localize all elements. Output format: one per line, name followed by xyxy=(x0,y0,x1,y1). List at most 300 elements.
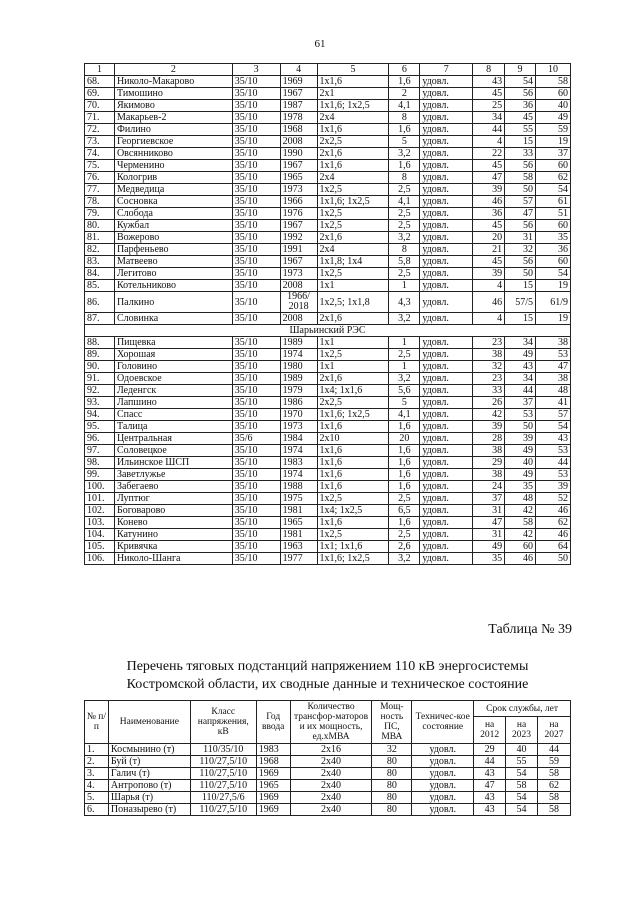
table-cell: 1970 xyxy=(280,409,317,421)
table-cell: удовл. xyxy=(420,280,473,292)
table-cell: 81. xyxy=(85,232,115,244)
table-cell: удовл. xyxy=(420,373,473,385)
table-cell: Луптюг xyxy=(114,493,232,505)
table-cell: Слобода xyxy=(114,208,232,220)
table-cell: 1x1,6; 1x2,5 xyxy=(317,196,389,208)
table-cell: 1,6 xyxy=(389,517,420,529)
header-cell: 8 xyxy=(473,64,505,76)
section-label: Шарьинский РЭС xyxy=(85,325,571,337)
table-cell: 44 xyxy=(474,756,506,768)
table-cell: 58 xyxy=(506,780,538,792)
table-cell: удовл. xyxy=(420,220,473,232)
table-cell: Медведица xyxy=(114,184,232,196)
table-cell: 39 xyxy=(473,184,505,196)
table-cell: 1x2,5 xyxy=(317,268,389,280)
table-cell: 70. xyxy=(85,100,115,112)
table-cell: 33 xyxy=(505,148,536,160)
table-cell: удовл. xyxy=(420,268,473,280)
table-cell: 4 xyxy=(473,280,505,292)
table-cell: 1,6 xyxy=(389,160,420,172)
table-cell: 110/27,5/10 xyxy=(190,780,256,792)
table-cell: 105. xyxy=(85,541,115,553)
table-cell: 35/10 xyxy=(232,100,280,112)
table-cell: 35 xyxy=(473,553,505,565)
header-cell: 7 xyxy=(420,64,473,76)
table-cell: 2x16 xyxy=(290,744,372,756)
table-cell: Филино xyxy=(114,124,232,136)
table-cell: 57 xyxy=(505,196,536,208)
table-row xyxy=(85,457,571,469)
table-cell: 60 xyxy=(505,541,536,553)
year-part: 1966/ xyxy=(287,291,310,302)
table-cell: 43 xyxy=(536,433,571,445)
table-cell: 3,2 xyxy=(389,148,420,160)
table-cell: удовл. xyxy=(420,409,473,421)
table-cell: 1967 xyxy=(280,256,317,268)
table-header-row xyxy=(85,64,571,76)
table-cell: 1973 xyxy=(280,268,317,280)
table-row xyxy=(85,481,571,493)
header-cell: 1 xyxy=(85,64,115,76)
table-row xyxy=(85,421,571,433)
table-cell: 57/5 xyxy=(505,292,536,313)
header-cell: 4 xyxy=(280,64,317,76)
table-cell: 8 xyxy=(389,244,420,256)
table-cell: 54 xyxy=(506,792,538,804)
table-cell: 50 xyxy=(505,268,536,280)
table-cell: 58 xyxy=(505,517,536,529)
table-cell: 2x1,6 xyxy=(317,373,389,385)
table-cell: 69. xyxy=(85,88,115,100)
table-cell: 1968 xyxy=(280,124,317,136)
table-cell: 35/10 xyxy=(232,505,280,517)
table-cell: 35/10 xyxy=(232,469,280,481)
table-cell: 37 xyxy=(536,148,571,160)
table-row xyxy=(85,268,571,280)
table-cell: 4,1 xyxy=(389,100,420,112)
page-number: 61 xyxy=(314,38,326,50)
table-cell: 1969 xyxy=(256,768,290,780)
table-cell: 1x1,6 xyxy=(317,457,389,469)
table-cell: 60 xyxy=(536,220,571,232)
traction-substations-table xyxy=(84,700,571,816)
table-row xyxy=(85,220,571,232)
table-cell: 35/10 xyxy=(232,385,280,397)
table-cell: удовл. xyxy=(412,792,474,804)
table-cell: удовл. xyxy=(420,493,473,505)
table-cell: 2x4 xyxy=(317,112,389,124)
table-cell: 33 xyxy=(473,385,505,397)
table-cell: 35/10 xyxy=(232,541,280,553)
table-cell: 47 xyxy=(474,780,506,792)
table-cell: 35/10 xyxy=(232,244,280,256)
table-cell: удовл. xyxy=(420,112,473,124)
table-cell: 1986 xyxy=(280,397,317,409)
table-cell: 5,6 xyxy=(389,385,420,397)
table-cell: 2x40 xyxy=(290,756,372,768)
table-cell: 58 xyxy=(538,768,571,780)
table-cell: 106. xyxy=(85,553,115,565)
table-cell: 2x40 xyxy=(290,768,372,780)
table-row xyxy=(85,208,571,220)
table-cell: Головино xyxy=(114,361,232,373)
table-row xyxy=(85,337,571,349)
table-cell: Катунино xyxy=(114,529,232,541)
table-cell: 28 xyxy=(473,433,505,445)
table-cell: Антропово (т) xyxy=(108,780,190,792)
table-cell: 6. xyxy=(85,804,109,816)
table-cell: 103. xyxy=(85,517,115,529)
table-row xyxy=(85,76,571,88)
table-cell: 98. xyxy=(85,457,115,469)
table-cell: 1x2,5 xyxy=(317,349,389,361)
table-cell: 29 xyxy=(474,744,506,756)
table-cell: 40 xyxy=(536,100,571,112)
table-cell: 34 xyxy=(505,373,536,385)
table-cell: удовл. xyxy=(412,768,474,780)
table-cell: 110/27,5/10 xyxy=(190,768,256,780)
table-cell: Одоевское xyxy=(114,373,232,385)
table-cell: 1965 xyxy=(256,780,290,792)
header-cell: 3 xyxy=(232,64,280,76)
table-cell: 1x4; 1x1,6 xyxy=(317,385,389,397)
table-cell: удовл. xyxy=(420,100,473,112)
table-cell: 2,6 xyxy=(389,541,420,553)
table-cell: Вожерово xyxy=(114,232,232,244)
table-cell: удовл. xyxy=(420,517,473,529)
table-cell: 1,6 xyxy=(389,469,420,481)
table-cell: 2x40 xyxy=(290,780,372,792)
table-cell: 1x1,6 xyxy=(317,469,389,481)
table-cell: 1987 xyxy=(280,100,317,112)
table-cell: 2x1,6 xyxy=(317,313,389,325)
table-cell: 2,5 xyxy=(389,220,420,232)
table-row xyxy=(85,292,571,313)
table-cell: 15 xyxy=(505,280,536,292)
title-line-2: Костромской области, их сводные данные и техническое состояние xyxy=(126,677,529,692)
table-cell: 45 xyxy=(473,160,505,172)
table-cell: Боговарово xyxy=(114,505,232,517)
table-cell: 32 xyxy=(372,744,412,756)
table-cell: 1973 xyxy=(280,184,317,196)
table-cell: 54 xyxy=(506,768,538,780)
table-cell: 36 xyxy=(505,100,536,112)
table-cell: 2x1,6 xyxy=(317,232,389,244)
header-cell: 2 xyxy=(114,64,232,76)
table-row xyxy=(85,349,571,361)
table-cell: Георгиевское xyxy=(114,136,232,148)
table-cell: 1x2,5; 1x1,8 xyxy=(317,292,389,313)
table-cell: Хорошая xyxy=(114,349,232,361)
table-cell: 1x1,6 xyxy=(317,124,389,136)
table-cell: Талица xyxy=(114,421,232,433)
table-cell: 1,6 xyxy=(389,76,420,88)
table-cell: 35 xyxy=(536,232,571,244)
header-year: Год ввода xyxy=(256,701,290,744)
table-cell: 1991 xyxy=(280,244,317,256)
table-cell: 22 xyxy=(473,148,505,160)
table-cell: 35/10 xyxy=(232,112,280,124)
table-cell: удовл. xyxy=(420,505,473,517)
table-cell: Центральная xyxy=(114,433,232,445)
table-row xyxy=(85,196,571,208)
table-cell: 35/10 xyxy=(232,220,280,232)
table-cell: 4,3 xyxy=(389,292,420,313)
table-cell: 75. xyxy=(85,160,115,172)
table-caption: Таблица № 39 xyxy=(488,622,572,637)
table-cell: 1,6 xyxy=(389,481,420,493)
table-cell: 4,1 xyxy=(389,409,420,421)
table-cell: 1x1; 1x1,6 xyxy=(317,541,389,553)
table-cell: удовл. xyxy=(420,457,473,469)
table-cell: 35/10 xyxy=(232,493,280,505)
table-cell: Пищевка xyxy=(114,337,232,349)
table-cell: 34 xyxy=(473,112,505,124)
table-cell: удовл. xyxy=(420,385,473,397)
table-cell: 62 xyxy=(536,517,571,529)
table-cell: 53 xyxy=(536,445,571,457)
table-cell: 1,6 xyxy=(389,124,420,136)
table-cell: 1989 xyxy=(280,373,317,385)
table-cell: 73. xyxy=(85,136,115,148)
table-cell: 31 xyxy=(505,232,536,244)
table-cell: удовл. xyxy=(420,196,473,208)
table-cell: 2,5 xyxy=(389,529,420,541)
table-cell: 88. xyxy=(85,337,115,349)
table-cell: Словинка xyxy=(114,313,232,325)
table-cell: 56 xyxy=(505,220,536,232)
table-cell: 1974 xyxy=(280,445,317,457)
table-cell: 1973 xyxy=(280,421,317,433)
table-cell: удовл. xyxy=(420,124,473,136)
table-cell: 2008 xyxy=(280,313,317,325)
table-cell: удовл. xyxy=(420,421,473,433)
table-cell: Кривячка xyxy=(114,541,232,553)
table-cell: 101. xyxy=(85,493,115,505)
table-cell: 77. xyxy=(85,184,115,196)
table-cell: 2x4 xyxy=(317,244,389,256)
table-cell: 23 xyxy=(473,337,505,349)
table-cell: 38 xyxy=(473,469,505,481)
table-cell: 97. xyxy=(85,445,115,457)
table-row xyxy=(85,445,571,457)
table-cell: 61/9 xyxy=(536,292,571,313)
table-cell: Макарьев-2 xyxy=(114,112,232,124)
table-cell: 56 xyxy=(505,160,536,172)
table-cell: 35/6 xyxy=(232,433,280,445)
table-cell: 43 xyxy=(505,361,536,373)
table-cell: 102. xyxy=(85,505,115,517)
table-cell: 61 xyxy=(536,196,571,208)
table-row xyxy=(85,313,571,325)
table-cell: 110/35/10 xyxy=(190,744,256,756)
table-cell: 35/10 xyxy=(232,421,280,433)
table-cell: 38 xyxy=(473,349,505,361)
table-cell: Конево xyxy=(114,517,232,529)
table-cell: 35/10 xyxy=(232,76,280,88)
table-cell: 39 xyxy=(473,421,505,433)
table-cell: 3. xyxy=(85,768,109,780)
table-cell: 42 xyxy=(505,529,536,541)
table-cell: 4. xyxy=(85,780,109,792)
table-cell: удовл. xyxy=(420,313,473,325)
table-cell: Буй (т) xyxy=(108,756,190,768)
table-cell: удовл. xyxy=(420,433,473,445)
table-cell: 3,2 xyxy=(389,313,420,325)
table-cell: 80 xyxy=(372,768,412,780)
table-cell: 1 xyxy=(389,280,420,292)
table-cell: 1988 xyxy=(280,481,317,493)
table-cell: 79. xyxy=(85,208,115,220)
table-cell: удовл. xyxy=(420,172,473,184)
table-cell: удовл. xyxy=(420,337,473,349)
table-cell: 2. xyxy=(85,756,109,768)
table-cell: 35/10 xyxy=(232,457,280,469)
section-title xyxy=(84,658,571,694)
table-cell: удовл. xyxy=(420,469,473,481)
table-cell: 1969 xyxy=(256,804,290,816)
table-cell: 35 xyxy=(505,481,536,493)
table-cell: удовл. xyxy=(420,232,473,244)
table-cell: удовл. xyxy=(412,744,474,756)
table-cell: 47 xyxy=(473,172,505,184)
table-cell: 1974 xyxy=(280,469,317,481)
table-cell: 2x40 xyxy=(290,792,372,804)
table-cell: 1x1,6 xyxy=(317,517,389,529)
table-cell: 35/10 xyxy=(232,172,280,184)
table-cell: Тимошино xyxy=(114,88,232,100)
table-cell: Кужбал xyxy=(114,220,232,232)
table-cell: 1981 xyxy=(280,505,317,517)
table-cell: 35/10 xyxy=(232,124,280,136)
table-cell: Спасс xyxy=(114,409,232,421)
table-cell: удовл. xyxy=(420,88,473,100)
table-cell: 36 xyxy=(536,244,571,256)
table-cell: 2x4 xyxy=(317,172,389,184)
table-cell: 1x1,6 xyxy=(317,76,389,88)
table-cell: 35/10 xyxy=(232,409,280,421)
table-cell: удовл. xyxy=(420,361,473,373)
table-cell: 53 xyxy=(505,409,536,421)
table-cell: 20 xyxy=(389,433,420,445)
header-class: Класс напряжения, кВ xyxy=(190,701,256,744)
table-cell: 80 xyxy=(372,756,412,768)
table-cell: 36 xyxy=(473,208,505,220)
table-cell: удовл. xyxy=(420,148,473,160)
table-cell: Якимово xyxy=(114,100,232,112)
table-cell: 80 xyxy=(372,804,412,816)
table-cell: 25 xyxy=(473,100,505,112)
table-cell: 1x2,5 xyxy=(317,208,389,220)
table-cell: 47 xyxy=(473,517,505,529)
table-cell: удовл. xyxy=(420,184,473,196)
table-cell: 42 xyxy=(473,409,505,421)
table-cell: 54 xyxy=(505,76,536,88)
table-cell: 19 xyxy=(536,313,571,325)
table-row xyxy=(85,409,571,421)
table-cell: 35/10 xyxy=(232,313,280,325)
table-row xyxy=(85,756,571,768)
table-row xyxy=(85,244,571,256)
substations-35kv-table xyxy=(84,63,571,565)
table-cell: Сосновка xyxy=(114,196,232,208)
table-cell: 43 xyxy=(474,804,506,816)
table-row xyxy=(85,172,571,184)
table-cell: 20 xyxy=(473,232,505,244)
table-cell: 51 xyxy=(536,208,571,220)
table-cell: 1976 xyxy=(280,208,317,220)
title-line-1: Перечень тяговых подстанций напряжением 110 кВ энергосистемы xyxy=(126,659,529,674)
table-cell: 39 xyxy=(536,481,571,493)
table-cell: Шарья (т) xyxy=(108,792,190,804)
table-cell: 2x2,5 xyxy=(317,397,389,409)
table-cell: 1x1,6; 1x2,5 xyxy=(317,100,389,112)
table-row xyxy=(85,433,571,445)
table-cell: 45 xyxy=(473,220,505,232)
table-cell: 40 xyxy=(505,457,536,469)
table-cell: 55 xyxy=(506,756,538,768)
table-cell: 35/10 xyxy=(232,196,280,208)
table-cell: 110/27,5/10 xyxy=(190,756,256,768)
table-cell: 39 xyxy=(473,268,505,280)
table-cell: 32 xyxy=(505,244,536,256)
table-cell: 80 xyxy=(372,792,412,804)
table-cell: удовл. xyxy=(420,445,473,457)
table-cell: Забегаево xyxy=(114,481,232,493)
table-cell: 1963 xyxy=(280,541,317,553)
table-cell: 26 xyxy=(473,397,505,409)
table-cell: 1,6 xyxy=(389,421,420,433)
table-cell: 1x1 xyxy=(317,361,389,373)
table-cell: 1x1,6 xyxy=(317,481,389,493)
table-cell: 1981 xyxy=(280,529,317,541)
table-cell: 87. xyxy=(85,313,115,325)
table-cell: 1966 xyxy=(280,196,317,208)
table-cell: 1x1,6 xyxy=(317,445,389,457)
table-cell: удовл. xyxy=(420,553,473,565)
table-row xyxy=(85,553,571,565)
table-row xyxy=(85,804,571,816)
table-cell: 54 xyxy=(536,184,571,196)
table-row xyxy=(85,148,571,160)
table-cell: 45 xyxy=(473,88,505,100)
table-cell: 2,5 xyxy=(389,208,420,220)
table-cell: 62 xyxy=(538,780,571,792)
table-cell: 1979 xyxy=(280,385,317,397)
table-cell: 45 xyxy=(505,112,536,124)
table-cell: Леденгск xyxy=(114,385,232,397)
table-cell: 1980 xyxy=(280,361,317,373)
table-cell: 60 xyxy=(536,256,571,268)
table-cell: 38 xyxy=(473,445,505,457)
table-cell: 1965 xyxy=(280,517,317,529)
table-cell: 1983 xyxy=(256,744,290,756)
table-row xyxy=(85,280,571,292)
table-cell: 8 xyxy=(389,172,420,184)
table-cell: 76. xyxy=(85,172,115,184)
table-cell: 1 xyxy=(389,361,420,373)
table-cell: 2,5 xyxy=(389,184,420,196)
table-cell: 21 xyxy=(473,244,505,256)
table-cell: 49 xyxy=(505,349,536,361)
table-cell: 34 xyxy=(505,337,536,349)
table-cell: 35/10 xyxy=(232,553,280,565)
table-cell: 1x1 xyxy=(317,337,389,349)
table-cell: 15 xyxy=(505,313,536,325)
table-cell: 46 xyxy=(505,553,536,565)
table-cell: 1974 xyxy=(280,349,317,361)
table-cell: 1x2,5 xyxy=(317,493,389,505)
